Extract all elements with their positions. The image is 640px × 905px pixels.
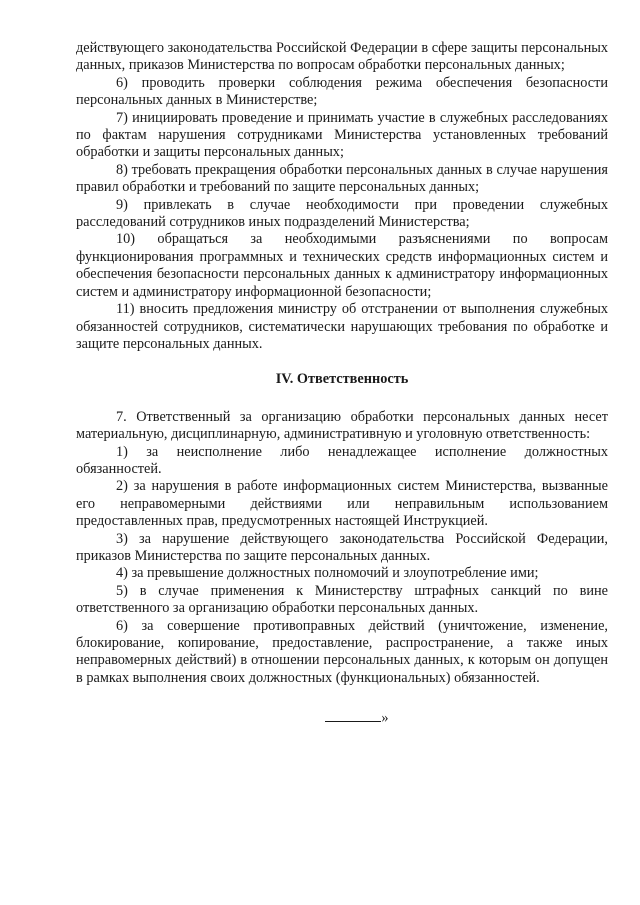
list-item-6: 6) проводить проверки соблюдения режима обеспечения безопасности персональных данных в Министерстве; (76, 74, 608, 109)
paragraph-intro: действующего законодательства Российской Федерации в сфере защиты персональных данных, приказов Министерства по вопросам обработки персональных данных; (76, 40, 608, 74)
list-item-10: 10) обращаться за необходимыми разъяснениями по вопросам функционирования программных и технических средств информационных систем и обеспечения безопасности персональных данных к администратору информационных систем и администратору информационной безопасности; (76, 231, 608, 300)
responsibility-item-3: 3) за нарушение действующего законодательства Российской Федерации, приказов Министерства по защите персональных данных. (76, 530, 608, 564)
list-item-11: 11) вносить предложения министру об отстранении от выполнения служебных обязанностей сотрудников, систематически нарушающих требования по обработке и защите персональных данных. (76, 301, 608, 352)
responsibility-item-2: 2) за нарушения в работе информационных систем Министерства, вызванные его неправомерными действиями или неправильным использованием предоставленных прав, предусмотренных настоящей Инструкцией. (76, 478, 608, 530)
responsibility-item-6: 6) за совершение противоправных действий (уничтожение, изменение, блокирование, копирование, предоставление, распространение, а также иных неправомерных действий) в отношении персональных данных, к которым он допущен в рамках выполнения своих должностных (функциональных) обязанностей. (76, 617, 608, 686)
clause-7: 7. Ответственный за организацию обработки персональных данных несет материальную, дисциплинарную, административную и уголовную ответственность: (76, 408, 608, 443)
closing-quote: » (381, 710, 389, 727)
end-mark (76, 709, 608, 727)
list-item-8: 8) требовать прекращения обработки персональных данных в случае нарушения правил обработки и требований по защите персональных данных; (76, 161, 608, 196)
list-item-7: 7) инициировать проведение и принимать участие в служебных расследованиях по фактам нарушения сотрудниками Министерства установленных требований обработки и защиты персональных данных; (76, 109, 608, 161)
list-item-9: 9) привлекать в случае необходимости при проведении служебных расследований сотрудников иных подразделений Министерства; (76, 196, 608, 231)
section-heading: IV. Ответственность (275, 371, 409, 388)
responsibility-item-1: 1) за неисполнение либо ненадлежащее исполнение должностных обязанностей. (76, 443, 608, 477)
document-page (76, 40, 608, 728)
blank-line (325, 709, 381, 722)
responsibility-item-4: 4) за превышение должностных полномочий и злоупотребление ими; (116, 565, 539, 582)
responsibility-item-5: 5) в случае применения к Министерству штрафных санкций по вине ответственного за организацию обработки персональных данных. (76, 582, 608, 617)
